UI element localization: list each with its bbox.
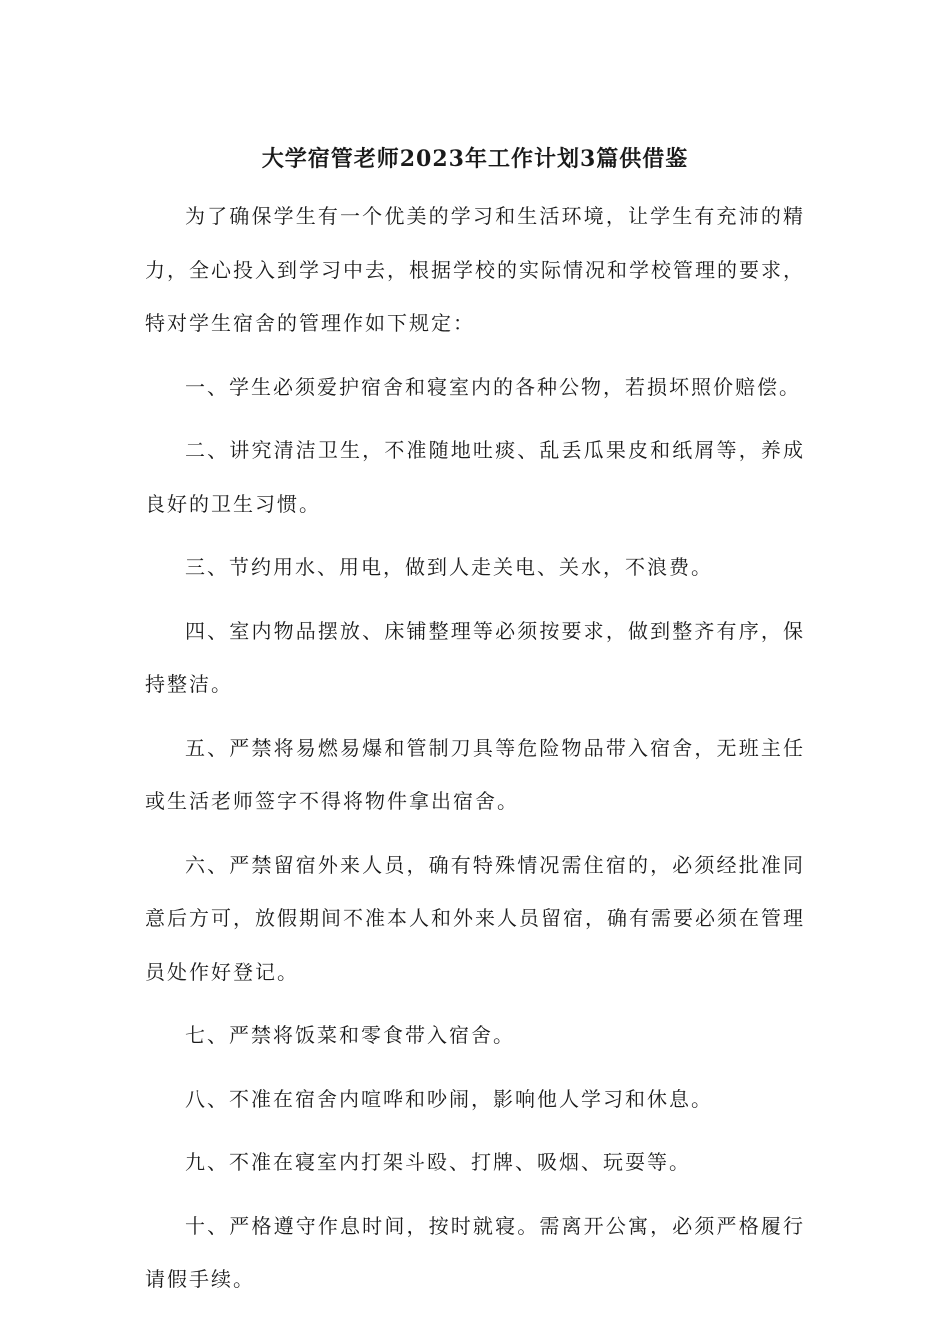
paragraph-rule-10: 十、严格遵守作息时间，按时就寝。需离开公寓，必须严格履行请假手续。 <box>145 1213 805 1291</box>
paragraph-rule-5: 五、严禁将易燃易爆和管制刀具等危险物品带入宿舍，无班主任或生活老师签字不得将物件拿出宿舍。 <box>145 735 805 813</box>
document-title: 大学宿管老师2023年工作计划3篇供借鉴 <box>261 146 689 172</box>
paragraph-intro: 为了确保学生有一个优美的学习和生活环境，让学生有充沛的精力，全心投入到学习中去，根据学校的实际情况和学校管理的要求，特对学生宿舍的管理作如下规定： <box>145 204 805 335</box>
paragraph-rule-6: 六、严禁留宿外来人员，确有特殊情况需住宿的，必须经批准同意后方可，放假期间不准本人和外来人员留宿，确有需要必须在管理员处作好登记。 <box>145 852 805 984</box>
paragraph-rule-2: 二、讲究清洁卫生，不准随地吐痰、乱丢瓜果皮和纸屑等，养成良好的卫生习惯。 <box>145 438 805 516</box>
paragraph-rule-3: 三、节约用水、用电，做到人走关电、关水，不浪费。 <box>185 555 713 579</box>
paragraph-rule-4: 四、室内物品摆放、床铺整理等必须按要求，做到整齐有序，保持整洁。 <box>145 618 805 696</box>
paragraph-rule-9: 九、不准在寝室内打架斗殴、打牌、吸烟、玩耍等。 <box>185 1150 691 1174</box>
paragraph-rule-1: 一、学生必须爱护宿舍和寝室内的各种公物，若损坏照价赔偿。 <box>185 374 801 399</box>
document-body <box>145 190 805 1317</box>
paragraph-rule-8: 八、不准在宿舍内喧哗和吵闹，影响他人学习和休息。 <box>185 1086 713 1111</box>
paragraph-rule-7: 七、严禁将饭菜和零食带入宿舍。 <box>185 1023 515 1047</box>
